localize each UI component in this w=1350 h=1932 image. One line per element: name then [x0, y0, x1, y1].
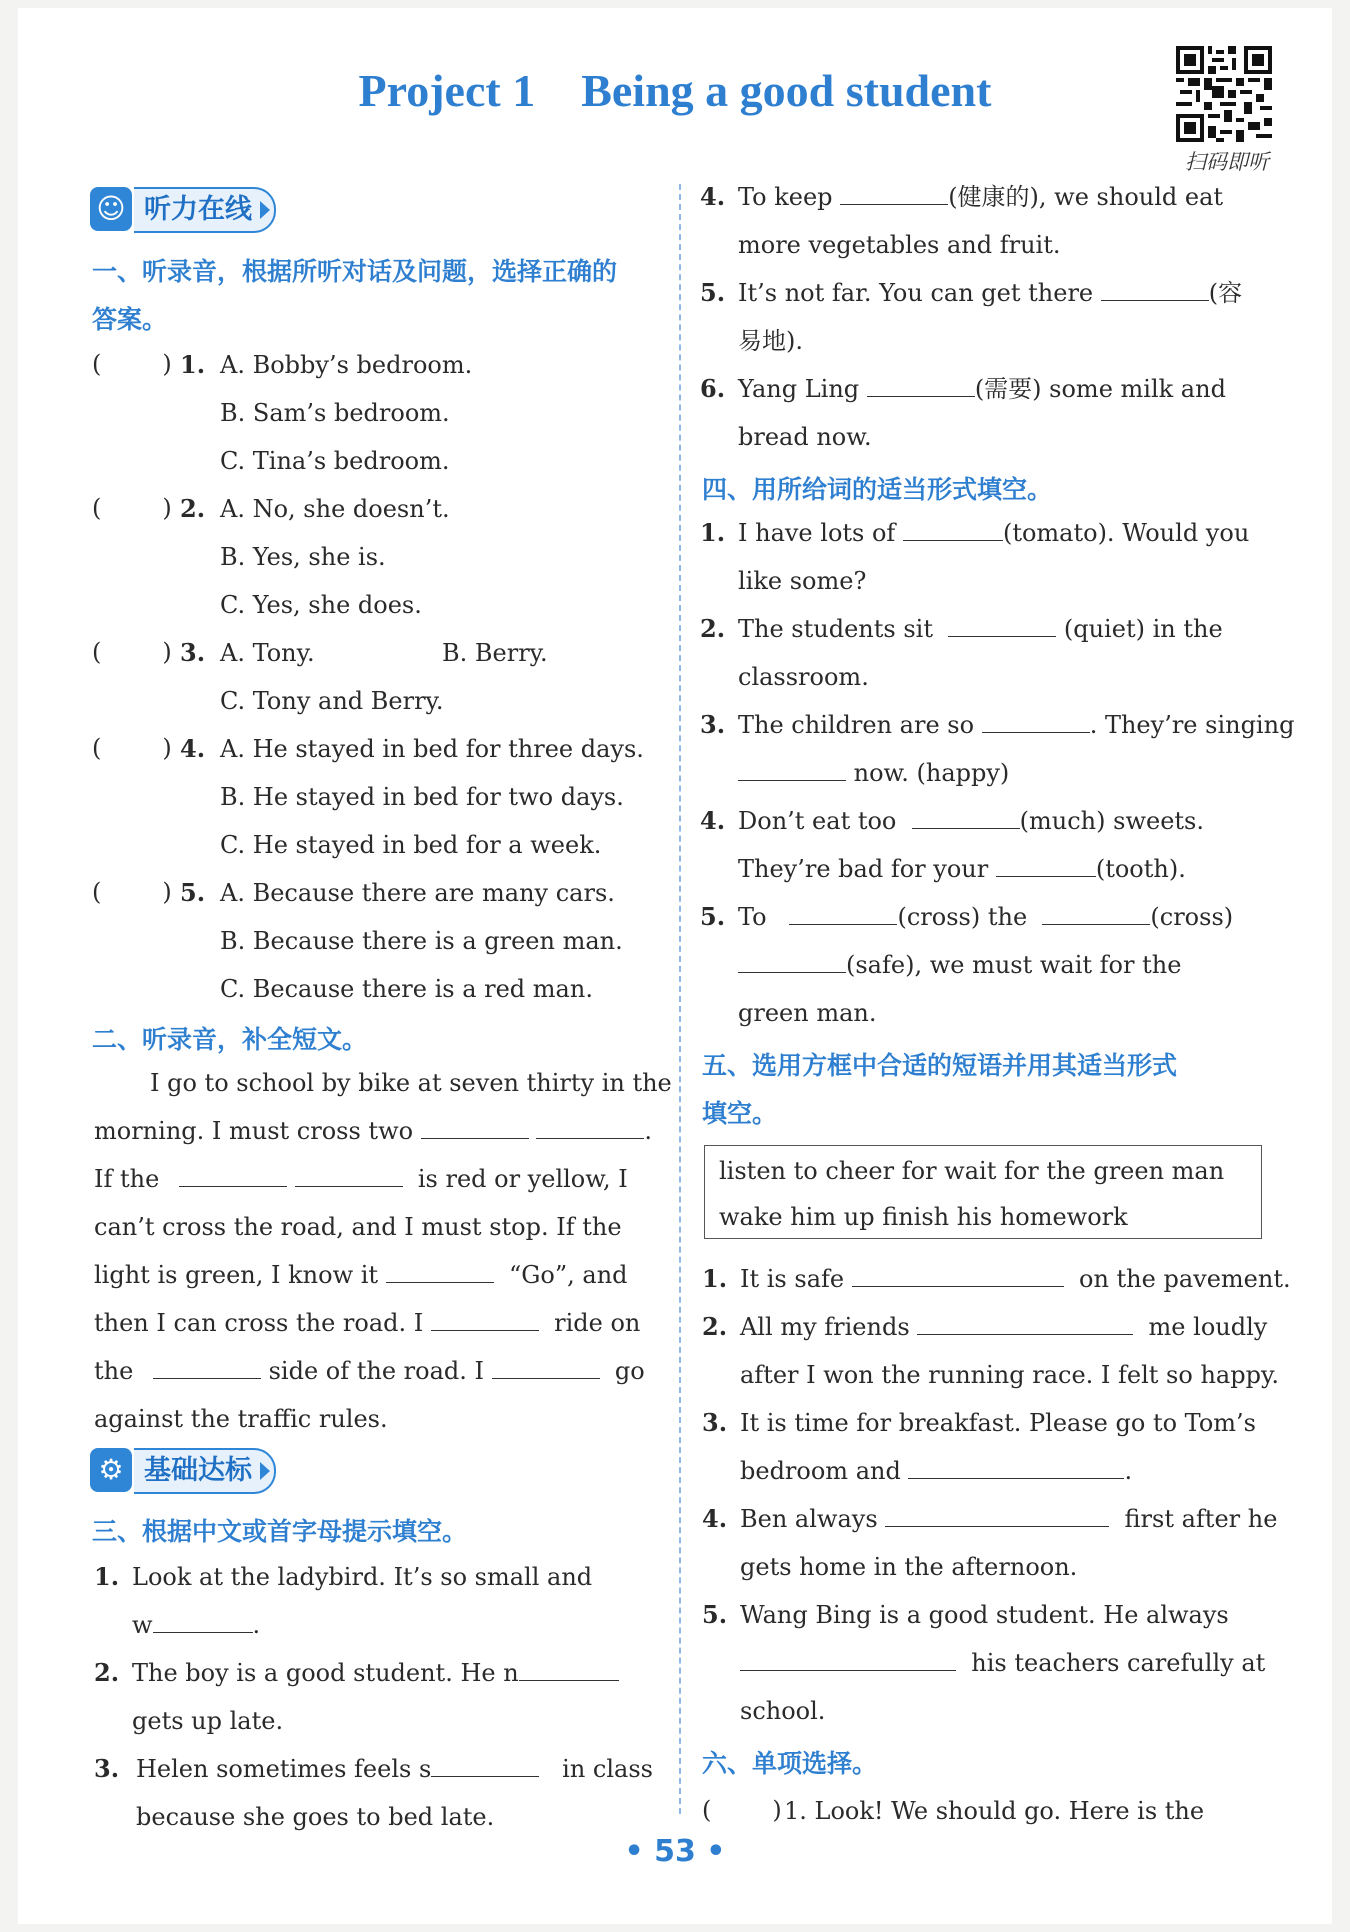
section-4-q3-text: The children are so . They’re singing	[738, 711, 1295, 739]
section-5-q5-cont: his teachers carefully at	[740, 1648, 1265, 1678]
passage-line: morning. I must cross two .	[94, 1117, 652, 1145]
section-4-q4-text: Don’t eat too (much) sweets.	[738, 807, 1204, 835]
option-b: B. Sam’s bedroom.	[220, 399, 450, 427]
blank[interactable]	[431, 1308, 539, 1331]
question-number: 1.	[700, 518, 726, 547]
blank[interactable]	[153, 1356, 261, 1379]
qr-code-icon	[1176, 46, 1272, 142]
option-a: A. Tony.	[220, 639, 315, 667]
blank[interactable]	[492, 1356, 600, 1379]
passage-line: the side of the road. I go	[94, 1357, 645, 1385]
question-number: 4.	[180, 734, 206, 763]
section-3-q1-text: Look at the ladybird. It’s so small and	[132, 1563, 593, 1591]
section-3-q5-text: It’s not far. You can get there (容	[738, 279, 1243, 307]
question-number: 1.	[94, 1562, 120, 1591]
option-c: C. Yes, she does.	[220, 591, 422, 619]
blank[interactable]	[179, 1164, 287, 1187]
phrase-box	[704, 1145, 1262, 1239]
blank[interactable]	[840, 182, 948, 205]
answer-paren[interactable]: ( )	[92, 734, 172, 762]
section-2-heading: 二、听录音，补全短文。	[92, 1025, 368, 1054]
option-a: A. He stayed in bed for three days.	[220, 735, 644, 763]
question-number: 2.	[702, 1312, 728, 1341]
blank[interactable]	[908, 1456, 1124, 1479]
section-5-heading-line1: 五、选用方框中合适的短语并用其适当形式	[702, 1051, 1178, 1080]
question-number: 3.	[180, 638, 206, 667]
section-5-q1-text: It is safe on the pavement.	[740, 1265, 1291, 1293]
question-number: 4.	[702, 1504, 728, 1533]
headset-person-icon: ☺	[90, 187, 132, 231]
section-5-q5-text: Wang Bing is a good student. He always	[740, 1601, 1229, 1629]
question-number: 4.	[700, 806, 726, 835]
blank[interactable]	[386, 1260, 494, 1283]
option-a: A. No, she doesn’t.	[220, 495, 450, 523]
passage-line: I go to school by bike at seven thirty in the	[150, 1069, 672, 1097]
section-5-q4-text: Ben always first after he	[740, 1505, 1278, 1533]
blank[interactable]	[738, 758, 846, 781]
blank[interactable]	[903, 518, 1003, 541]
question-number: 1.	[180, 350, 206, 379]
question-number: 5.	[702, 1600, 728, 1629]
section-3-heading: 三、根据中文或首字母提示填空。	[92, 1517, 468, 1546]
section-4-q3-cont: now. (happy)	[738, 758, 1009, 788]
option-c: C. He stayed in bed for a week.	[220, 831, 602, 859]
section-6-q1-text: 1. Look! We should go. Here is the	[784, 1797, 1205, 1825]
section-3-q4-cont: more vegetables and fruit.	[738, 231, 1061, 259]
blank[interactable]	[852, 1264, 1064, 1287]
question-number: 3.	[94, 1754, 120, 1783]
question-number: 2.	[700, 614, 726, 643]
option-b: B. He stayed in bed for two days.	[220, 783, 624, 811]
blank[interactable]	[421, 1116, 529, 1139]
blank[interactable]	[1042, 902, 1150, 925]
passage-line: then I can cross the road. I ride on	[94, 1309, 641, 1337]
section-4-heading: 四、用所给词的适当形式填空。	[702, 475, 1053, 504]
blank[interactable]	[519, 1658, 619, 1681]
question-number: 2.	[180, 494, 206, 523]
answer-paren[interactable]: ( )	[92, 638, 172, 666]
option-b: B. Yes, she is.	[220, 543, 386, 571]
section-5-q3-text: It is time for breakfast. Please go to Tom’s	[740, 1409, 1256, 1437]
question-number: 1.	[702, 1264, 728, 1293]
section-5-q4-cont: gets home in the afternoon.	[740, 1553, 1078, 1581]
question-number: 5.	[700, 902, 726, 931]
section-3-q6-cont: bread now.	[738, 423, 872, 451]
section-1-heading-line1: 一、听录音，根据所听对话及问题，选择正确的	[92, 257, 618, 286]
section-3-q2-text: The boy is a good student. He n	[132, 1658, 619, 1688]
blank[interactable]	[789, 902, 897, 925]
question-number: 5.	[180, 878, 206, 907]
blank[interactable]	[431, 1754, 539, 1777]
section-3-q4-text: To keep (健康的), we should eat	[738, 183, 1224, 211]
section-4-q4-cont: They’re bad for your (tooth).	[738, 855, 1186, 883]
blank[interactable]	[536, 1116, 644, 1139]
blank[interactable]	[885, 1504, 1109, 1527]
blank[interactable]	[1101, 278, 1209, 301]
passage-line: If the is red or yellow, I	[94, 1165, 628, 1193]
section-3-q5-cont: 易地).	[738, 327, 803, 355]
option-c: C. Tony and Berry.	[220, 687, 444, 715]
option-b: B. Berry.	[442, 639, 548, 667]
section-3-q3-text: Helen sometimes feels s in class	[136, 1755, 653, 1783]
basics-banner-label: 基础达标	[134, 1448, 276, 1494]
option-a: A. Bobby’s bedroom.	[220, 351, 473, 379]
section-3-q1-hint: w .	[132, 1611, 261, 1639]
phrase-box-row: wake him up finish his homework	[719, 1203, 1128, 1231]
section-4-q5-text: To (cross) the (cross)	[738, 903, 1234, 931]
section-5-q2-text: All my friends me loudly	[740, 1313, 1268, 1341]
section-5-heading-line2: 填空。	[702, 1099, 778, 1128]
page-number: • 53 •	[624, 1834, 726, 1869]
qr-caption: 扫码即听	[1185, 150, 1269, 174]
section-4-q1-cont: like some?	[738, 567, 867, 595]
section-5-q3-cont: bedroom and .	[740, 1457, 1133, 1485]
question-number: 3.	[702, 1408, 728, 1437]
page-title: Project 1 Being a good student	[358, 65, 992, 116]
question-number: 3.	[700, 710, 726, 739]
column-divider	[679, 184, 681, 1814]
section-6-heading: 六、单项选择。	[702, 1749, 878, 1778]
section-4-q5-cont: (safe), we must wait for the	[738, 950, 1181, 980]
passage-line: light is green, I know it “Go”, and	[94, 1261, 628, 1289]
blank[interactable]	[912, 806, 1020, 829]
question-number: 2.	[94, 1658, 120, 1687]
question-number: 6.	[700, 374, 726, 403]
section-4-q5-end: green man.	[738, 999, 877, 1027]
question-number: 5.	[700, 278, 726, 307]
phrase-box-row: listen to cheer for wait for the green man	[719, 1157, 1225, 1185]
section-5-q2-cont: after I won the running race. I felt so happy.	[740, 1361, 1279, 1389]
section-3-q3-cont: because she goes to bed late.	[136, 1803, 495, 1831]
passage-line: can’t cross the road, and I must stop. If the	[94, 1213, 622, 1241]
section-4-q1-text: I have lots of (tomato). Would you	[738, 519, 1250, 547]
blank[interactable]	[917, 1312, 1133, 1335]
gear-icon: ⚙	[90, 1448, 132, 1492]
option-c: C. Because there is a red man.	[220, 975, 593, 1003]
section-3-q2-cont: gets up late.	[132, 1707, 284, 1735]
section-1-heading-line2: 答案。	[92, 305, 168, 334]
blank[interactable]	[982, 710, 1090, 733]
blank[interactable]	[996, 854, 1096, 877]
answer-paren[interactable]: ( )	[92, 878, 172, 906]
blank[interactable]	[740, 1648, 956, 1671]
answer-paren[interactable]: ( )	[92, 350, 172, 378]
section-3-q6-text: Yang Ling (需要) some milk and	[738, 375, 1226, 403]
question-number: 4.	[700, 182, 726, 211]
blank[interactable]	[295, 1164, 403, 1187]
option-b: B. Because there is a green man.	[220, 927, 623, 955]
section-4-q2-text: The students sit (quiet) in the	[738, 615, 1223, 643]
answer-paren[interactable]: ( )	[92, 494, 172, 522]
listening-banner-label: 听力在线	[134, 187, 276, 233]
option-c: C. Tina’s bedroom.	[220, 447, 450, 475]
passage-line: against the traffic rules.	[94, 1405, 388, 1433]
blank[interactable]	[867, 374, 975, 397]
section-4-q2-cont: classroom.	[738, 663, 869, 691]
answer-paren[interactable]: ( )	[702, 1796, 782, 1824]
blank[interactable]	[153, 1610, 253, 1633]
blank[interactable]	[738, 950, 846, 973]
section-5-q5-end: school.	[740, 1697, 826, 1725]
option-a: A. Because there are many cars.	[220, 879, 615, 907]
blank[interactable]	[948, 614, 1056, 637]
